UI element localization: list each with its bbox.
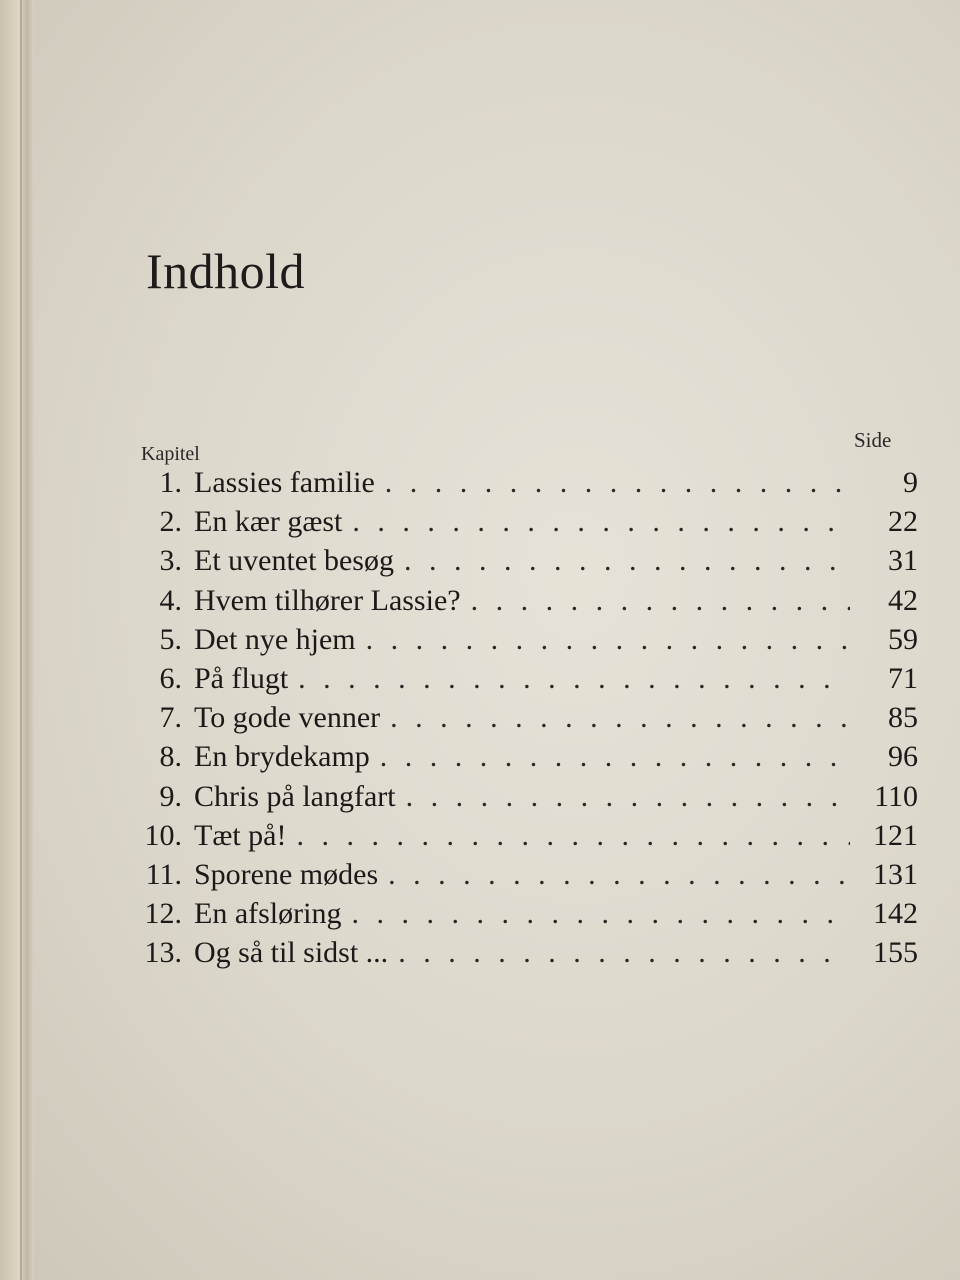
page-title: Indhold bbox=[146, 243, 306, 299]
toc-entry bbox=[128, 584, 918, 623]
chapter-number: 1. bbox=[159, 466, 182, 499]
dot-leader bbox=[385, 466, 850, 500]
chapter-page: 42 bbox=[888, 583, 918, 617]
dot-leader bbox=[406, 780, 850, 814]
dot-leader bbox=[366, 623, 850, 657]
toc-entry bbox=[128, 740, 918, 779]
chapter-page: 22 bbox=[888, 505, 918, 539]
chapter-number: 5. bbox=[159, 622, 182, 656]
chapter-column-header: Kapitel bbox=[141, 443, 200, 465]
dot-leader bbox=[388, 858, 850, 892]
dot-leader bbox=[296, 819, 850, 853]
dot-leader bbox=[298, 662, 850, 696]
chapter-title: Et uventet besøg bbox=[194, 544, 394, 578]
chapter-page: 142 bbox=[873, 897, 918, 931]
chapter-page: 9 bbox=[903, 466, 918, 499]
chapter-title: Og så til sidst ... bbox=[194, 936, 389, 970]
chapter-number: 10. bbox=[144, 818, 182, 852]
toc-entry bbox=[128, 936, 918, 975]
chapter-page: 131 bbox=[873, 857, 918, 891]
dot-leader bbox=[390, 701, 850, 735]
chapter-title: En kær gæst bbox=[194, 505, 343, 539]
page-column-header: Side bbox=[854, 428, 892, 452]
chapter-title: En afsløring bbox=[194, 897, 342, 931]
dot-leader bbox=[404, 544, 850, 578]
chapter-title: Lassies familie bbox=[194, 466, 375, 499]
chapter-page: 110 bbox=[874, 779, 918, 813]
dot-leader bbox=[351, 897, 850, 931]
toc-entry bbox=[128, 505, 918, 544]
chapter-number: 8. bbox=[159, 740, 182, 774]
toc-entry bbox=[128, 701, 918, 740]
chapter-number: 11. bbox=[145, 857, 182, 891]
toc-entry bbox=[128, 819, 918, 858]
chapter-number: 4. bbox=[159, 583, 182, 617]
chapter-number: 2. bbox=[159, 505, 182, 539]
chapter-number: 9. bbox=[159, 779, 182, 813]
toc-entry bbox=[128, 858, 918, 897]
chapter-title: En brydekamp bbox=[194, 740, 370, 774]
chapter-number: 12. bbox=[144, 897, 182, 931]
chapter-number: 3. bbox=[159, 544, 182, 578]
chapter-page: 96 bbox=[888, 740, 918, 774]
toc-entry bbox=[128, 662, 918, 701]
chapter-title: To gode venner bbox=[194, 701, 381, 735]
chapter-page: 85 bbox=[888, 701, 918, 735]
chapter-number: 13. bbox=[144, 936, 182, 970]
table-of-contents bbox=[128, 466, 918, 975]
page-gutter bbox=[0, 0, 34, 1280]
chapter-page: 155 bbox=[873, 936, 918, 970]
chapter-page: 121 bbox=[873, 818, 918, 852]
chapter-title: Chris på langfart bbox=[194, 779, 396, 813]
dot-leader bbox=[471, 584, 850, 618]
dot-leader bbox=[380, 740, 850, 774]
dot-leader bbox=[398, 936, 850, 970]
toc-entry bbox=[128, 544, 918, 583]
dot-leader bbox=[352, 505, 850, 539]
toc-entry bbox=[128, 780, 918, 819]
chapter-title: Det nye hjem bbox=[194, 622, 356, 656]
toc-entry bbox=[128, 466, 918, 505]
chapter-title: Sporene mødes bbox=[194, 857, 379, 891]
chapter-page: 31 bbox=[888, 544, 918, 578]
chapter-title: Hvem tilhører Lassie? bbox=[194, 583, 461, 617]
chapter-page: 71 bbox=[888, 661, 918, 695]
chapter-title: På flugt bbox=[194, 661, 289, 695]
chapter-number: 6. bbox=[159, 661, 182, 695]
toc-entry bbox=[128, 897, 918, 936]
chapter-page: 59 bbox=[888, 622, 918, 656]
chapter-number: 7. bbox=[159, 701, 182, 735]
gutter-fold-line bbox=[20, 0, 22, 1280]
chapter-title: Tæt på! bbox=[194, 818, 287, 852]
toc-entry bbox=[128, 623, 918, 662]
